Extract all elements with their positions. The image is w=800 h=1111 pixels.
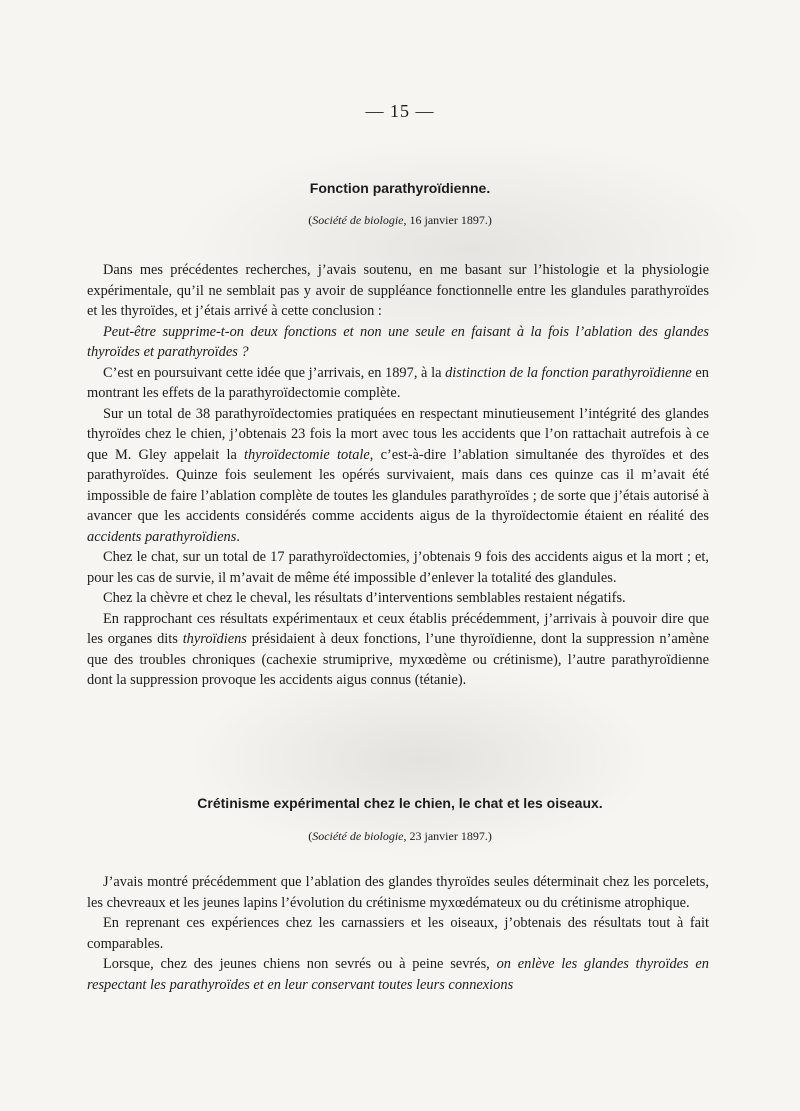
- paragraph: Sur un total de 38 parathyroïdectomies pratiquées en respectant minutieusement l’intégrité des glandes thyroïdes chez le chien, j’obtenais 23 fois la mort avec tous les accidents que l’on rattachait autrefois à ce que M. Gley appelait la thyroïdectomie totale, c’est-à-dire l’ablation simultanée des thyroïdes et des parathyroïdes. Quinze fois seulement les opérés survivaient, mais dans ces quinze cas il m’avait été impossible de faire l’ablation complète de toutes les glandules parathyroïdes ; de sorte que j’étais autorisé à avancer que les accidents considérés comme accidents aigus de la thyroïdectomie étaient en réalité des accidents parathyroïdiens.: [87, 405, 709, 545]
- paragraph: En reprenant ces expériences chez les carnassiers et les oiseaux, j’obtenais des résultats tout à fait comparables.: [87, 915, 709, 952]
- paragraph: Dans mes précédentes recherches, j’avais soutenu, en me basant sur l’histologie et la physiologie expérimentale, qu’il ne semblait pas y avoir de suppléance fonctionnelle entre les glandules parathyroïdes et les thyroïdes, et j’étais arrivé à cette conclusion :: [87, 262, 709, 319]
- paragraph: C’est en poursuivant cette idée que j’arrivais, en 1897, à la distinction de la fonction parathyroïdienne en montrant les effets de la parathyroïdectomie complète.: [87, 364, 709, 401]
- paragraph: En rapprochant ces résultats expérimentaux et ceux établis précédemment, j’arrivais à pouvoir dire que les organes dits thyroïdiens présidaient à deux fonctions, l’une thyroïdienne, dont la suppression n’amène que des troubles chroniques (cachexie strumiprive, myxœdème ou crétinisme), l’autre parathyroïdienne dont la suppression provoque les accidents aigus connus (tétanie).: [87, 610, 709, 688]
- section2-body: [87, 872, 709, 995]
- citation-cretinism: [0, 829, 800, 844]
- section-title-cretinism: Crétinisme expérimental chez le chien, le chat et les oiseaux.: [197, 795, 603, 811]
- citation-source: Société de biologie: [312, 213, 404, 227]
- paragraph: J’avais montré précédemment que l’ablation des glandes thyroïdes seules déterminait chez les porcelets, les chevreaux et les jeunes lapins l’évolution du crétinisme myxœdémateux ou du crétinisme atrophique.: [87, 874, 709, 911]
- paragraph: Chez la chèvre et chez le cheval, les résultats d’interventions semblables restaient négatifs.: [103, 590, 626, 606]
- section-title-parathyroid: Fonction parathyroïdienne.: [309, 180, 491, 196]
- paragraph-italic: Peut-être supprime-t-on deux fonctions et non une seule en faisant à la fois l’ablation des glandes thyroïdes et parathyroïdes ?: [87, 323, 709, 360]
- citation-date: , 16 janvier 1897.): [403, 213, 492, 227]
- paragraph: Lorsque, chez des jeunes chiens non sevrés ou à peine sevrés, on enlève les glandes thyroïdes en respectant les parathyroïdes et en leur conservant toutes leurs connexions: [87, 956, 709, 993]
- paragraph: Chez le chat, sur un total de 17 parathyroïdectomies, j’obtenais 9 fois des accidents aigus et la mort ; et, pour les cas de survie, il m’avait de même été impossible d’enlever la totalité des glandules.: [87, 549, 709, 586]
- citation-parathyroid: [0, 213, 800, 228]
- citation-date: , 23 janvier 1897.): [403, 829, 492, 843]
- citation-open: (: [308, 213, 313, 227]
- citation-source: Société de biologie: [312, 829, 404, 843]
- citation-open: (: [308, 829, 313, 843]
- section1-body: [87, 260, 709, 691]
- page-number: — 15 —: [365, 101, 435, 121]
